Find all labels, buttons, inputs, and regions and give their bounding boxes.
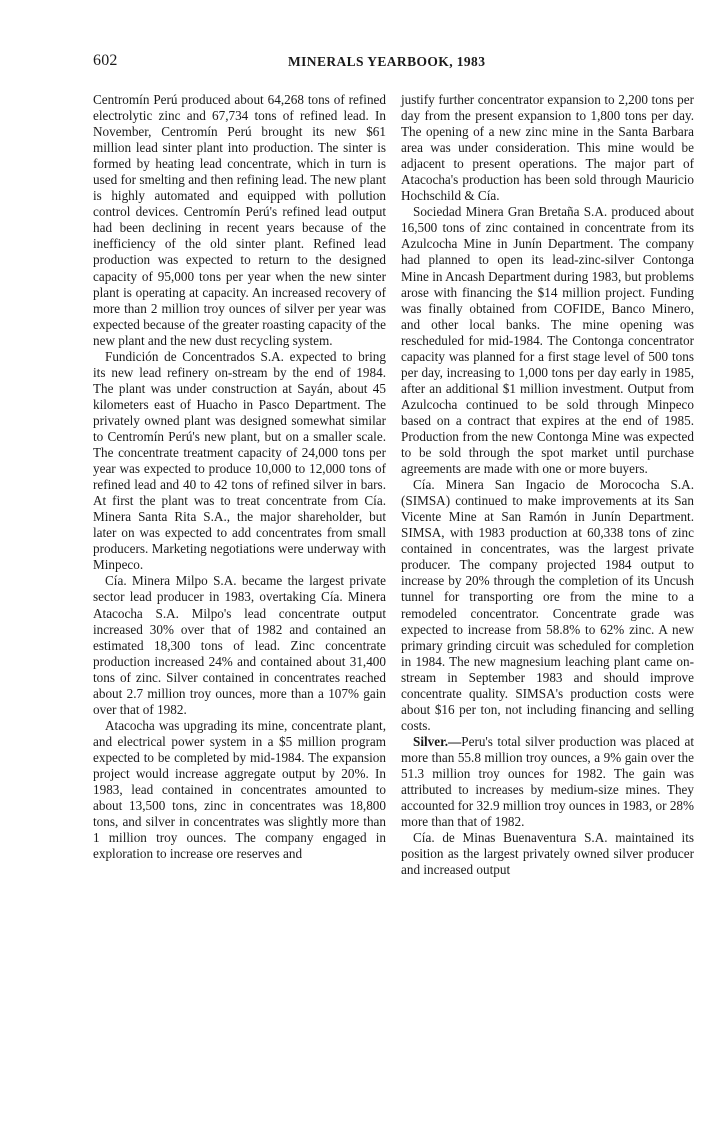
paragraph-simsa: Cía. Minera San Ingacio de Morococha S.A. (SIMSA) continued to make improvements at its San Vicente Mine at San Ramón in Junín Department. SIMSA, with 1983 production at 60,338 tons of zinc contained in concentrates, was the largest private producer. The company projected 1984 output to increase by 20% through the completion of its Uncush tunnel for transporting ore from the mine to a remodeled concentrator. Concentrate grade was expected to increase from 58.8% to 62% zinc. A new primary grinding circuit was scheduled for completion in 1984. The new magnesium leaching plant came on-stream in September 1983 and should improve concentrate quality. SIMSA's production costs were about $16 per ton, not including financing and selling costs.	[401, 477, 694, 733]
paragraph-silver	[401, 734, 694, 830]
running-head: MINERALS YEARBOOK, 1983	[288, 54, 486, 69]
silver-section-heading: Silver.—	[413, 733, 462, 749]
left-column	[93, 92, 386, 862]
paragraph-buenaventura: Cía. de Minas Buenaventura S.A. maintained its position as the largest privately owned silver producer and increased output	[401, 830, 694, 878]
paragraph-atacocha-continued: justify further concentrator expansion to 2,200 tons per day from the present expansion to 1,800 tons per day. The opening of a new zinc mine in the Santa Barbara area was under consideration. This mine would be adjacent to present operations. The major part of Atacocha's production has been sold through Mauricio Hochschild & Cía.	[401, 92, 694, 204]
page-header	[0, 0, 712, 80]
paragraph-centromin-lead: Centromín Perú produced about 64,268 tons of refined electrolytic zinc and 67,734 tons of refined lead. In November, Centromín Perú brought its new $61 million lead sinter plant into production. The sinter is formed by heating lead concentrate, which in turn is used for smelting and then refining lead. The new plant is highly automated and equipped with pollution control devices. Centromín Perú's refined lead output had been declining in recent years because of the inefficiency of the old sinter plant. Refined lead production was expected to return to the designed capacity of 95,000 tons per year when the new sinter plant is operating at capacity. An increased recovery of more than 2 million troy ounces of silver per year was expected because of the greater roasting capacity of the new plant and the new dust recycling system.	[93, 92, 386, 348]
right-column	[401, 92, 694, 878]
paragraph-fundicion: Fundición de Concentrados S.A. expected to bring its new lead refinery on-stream by the end of 1984. The plant was under construction at Sayán, about 45 kilometers east of Huacho in Pasco Department. The privately owned plant was designed somewhat similar to Centromín Perú's new plant, but on a smaller scale. The concentrate treatment capacity of 24,000 tons per year was expected to produce 10,000 to 12,000 tons of refined lead and 40 to 42 tons of refined silver in bars. At first the plant was to treat concentrate from Cía. Minera Santa Rita S.A., the major shareholder, but later on was expected to add concentrates from small producers. Marketing negotiations were underway with Minpeco.	[93, 348, 386, 573]
paragraph-milpo: Cía. Minera Milpo S.A. became the largest private sector lead producer in 1983, overtaking Cía. Minera Atacocha S.A. Milpo's lead concentrate output increased 30% over that of 1982 and contained an estimated 18,300 tons of lead. Zinc concentrate production increased 24% and contained about 31,400 tons of zinc. Silver contained in concentrates reached about 2.7 million troy ounces, more than a 107% gain over that of 1982.	[93, 573, 386, 717]
paragraph-atacocha: Atacocha was upgrading its mine, concentrate plant, and electrical power system in a $5 million program expected to be completed by mid-1984. The expansion project would increase aggregate output by 20%. In 1983, lead contained in concentrates amounted to about 13,500 tons, zinc in concentrates was 18,800 tons, and silver in concentrates was slightly more than 1 million troy ounces. The company engaged in exploration to increase ore reserves and	[93, 717, 386, 862]
silver-section-text: Peru's total silver production was placed at more than 55.8 million troy ounces, a 9% gain over the 51.3 million troy ounces for 1982. The gain was attributed to increases by medium-size mines. They accounted for 32.9 million troy ounces in 1983, or 28% more than that of 1982.	[401, 733, 694, 830]
paragraph-gran-bretana: Sociedad Minera Gran Bretaña S.A. produced about 16,500 tons of zinc contained in concentrate from its Azulcocha Mine in Junín Department. The company had planned to open its lead-zinc-silver Contonga Mine in Ancash Department during 1983, but problems arose with financing the $14 million project. Funding was finally obtained from COFIDE, Banco Minero, and other local banks. The mine opening was rescheduled for mid-1984. The Contonga concentrator capacity was planned for a first stage level of 500 tons per day, increasing to 1,000 tons per day early in 1985, after an additional $1 million investment. Output from Azulcocha continued to be sold through Minpeco based on a contract that expires at the end of 1985. Production from the new Contonga Mine was expected to be sold through the spot market until purchase agreements are made with one or more buyers.	[401, 204, 694, 477]
page-number: 602	[93, 52, 118, 69]
